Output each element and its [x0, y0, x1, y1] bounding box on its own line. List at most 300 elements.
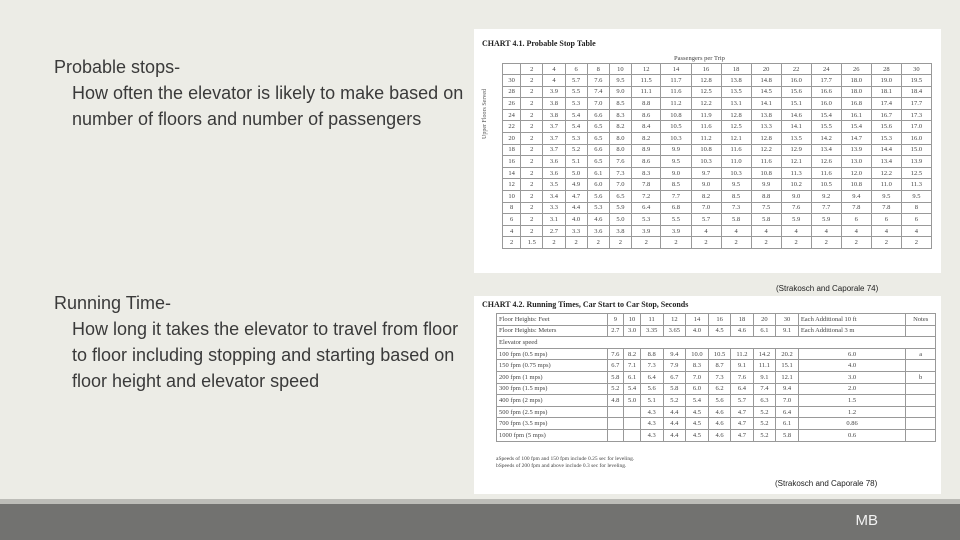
table-cell: 3.6	[543, 167, 565, 179]
table-cell: 1.2	[798, 406, 906, 418]
table-cell: 8.9	[631, 144, 660, 156]
table-cell: 10.8	[691, 144, 721, 156]
table-cell: 8.8	[751, 190, 781, 202]
table-cell: 7.5	[751, 202, 781, 214]
table-cell: 16.0	[781, 75, 811, 87]
table-cell: 12.8	[751, 132, 781, 144]
table-cell: 2	[521, 144, 543, 156]
table-cell: 3.6	[587, 225, 609, 237]
table-cell: 5.2	[607, 383, 624, 395]
table-cell: 9.5	[901, 190, 931, 202]
table-cell: 7.7	[661, 190, 691, 202]
table-cell: 16.0	[811, 98, 841, 110]
table-cell: 8.4	[631, 121, 660, 133]
table-cell: 5.8	[751, 214, 781, 226]
table-cell: 6.6	[587, 144, 609, 156]
table-cell: 3.7	[543, 144, 565, 156]
table-cell	[906, 383, 936, 395]
table-cell: 4.3	[640, 429, 663, 441]
table-cell: 3.5	[543, 179, 565, 191]
row-header: 200 fpm (1 mps)	[497, 371, 608, 383]
column-header: 20	[753, 314, 776, 326]
table-cell: 16.7	[871, 109, 901, 121]
footnote-a: aSpeeds of 100 fpm and 150 fpm include 0.25 sec for leveling.	[496, 456, 635, 462]
table-cell: 7.4	[587, 86, 609, 98]
table-cell: 11.6	[691, 121, 721, 133]
table-cell: 5.2	[753, 429, 776, 441]
table-cell: 5.0	[565, 167, 587, 179]
table-row	[497, 360, 936, 372]
table-row	[503, 167, 932, 179]
row-header: 300 fpm (1.5 mps)	[497, 383, 608, 395]
column-header: 16	[691, 64, 721, 75]
table-cell: 6.2	[708, 383, 731, 395]
table-cell: 17.0	[901, 121, 931, 133]
table-cell: 9.9	[661, 144, 691, 156]
table-cell: 16.1	[841, 109, 871, 121]
table-cell: 5.2	[565, 144, 587, 156]
table-cell: 5.2	[753, 406, 776, 418]
table-cell: 2	[521, 156, 543, 168]
table-cell: 8.2	[624, 348, 641, 360]
column-header: 2	[521, 64, 543, 75]
table-cell: 7.6	[731, 371, 753, 383]
table-row	[497, 371, 936, 383]
running-time-description: How long it takes the elevator to travel from floor to floor including stopping and starting based on floor height and elevator speed	[72, 319, 459, 391]
table-cell: 4.3	[640, 406, 663, 418]
table-row	[503, 179, 932, 191]
table-cell: 5.1	[565, 156, 587, 168]
table-cell: 11.2	[731, 348, 753, 360]
table-cell: 5.8	[776, 429, 799, 441]
table-cell: 6.3	[753, 395, 776, 407]
table-cell: 3.8	[609, 225, 631, 237]
table-cell: 8.6	[631, 109, 660, 121]
table-cell: 13.9	[901, 156, 931, 168]
column-header: 24	[811, 64, 841, 75]
table-cell: 6.0	[686, 383, 709, 395]
table-cell: 9.4	[841, 190, 871, 202]
table-cell: 6	[871, 214, 901, 226]
table-cell: 5.4	[624, 383, 641, 395]
table-cell: 6	[901, 214, 931, 226]
table-cell: 4	[543, 75, 565, 87]
table-cell: 15.4	[841, 121, 871, 133]
table-cell: 11.0	[721, 156, 751, 168]
table-cell: 4.4	[663, 406, 686, 418]
table-cell: 6.4	[731, 383, 753, 395]
table-cell: 7.0	[686, 371, 709, 383]
row-header: 700 fpm (3.5 mps)	[497, 418, 608, 430]
table-cell: 5.6	[708, 395, 731, 407]
table-cell: 5.7	[731, 395, 753, 407]
table-cell: 5.5	[661, 214, 691, 226]
table-cell: 8.0	[609, 132, 631, 144]
column-header: 30	[901, 64, 931, 75]
column-header: 6.1	[753, 325, 776, 337]
table-cell: 5.8	[721, 214, 751, 226]
column-header: 11	[640, 314, 663, 326]
table-cell: 4	[781, 225, 811, 237]
table-row	[503, 98, 932, 110]
table-cell: 6.0	[587, 179, 609, 191]
table-cell: 7.7	[811, 202, 841, 214]
table-cell: 9.4	[663, 348, 686, 360]
table-cell: 13.5	[721, 86, 751, 98]
table-row	[503, 225, 932, 237]
column-header: 20	[751, 64, 781, 75]
table-cell: 4.4	[565, 202, 587, 214]
table-cell: 12.0	[841, 167, 871, 179]
footer-label: MB	[855, 512, 878, 529]
column-header: 6	[565, 64, 587, 75]
table-cell: 9.5	[661, 156, 691, 168]
table-cell: 5.8	[607, 371, 624, 383]
row-header: 12	[503, 179, 521, 191]
table-cell: 15.4	[811, 109, 841, 121]
table-row	[497, 406, 936, 418]
table-cell: 11.6	[751, 156, 781, 168]
table-row	[497, 383, 936, 395]
table-cell: 11.3	[901, 179, 931, 191]
table-cell: 13.9	[841, 144, 871, 156]
column-header: 10	[624, 314, 641, 326]
table-cell: 4.8	[607, 395, 624, 407]
table-cell: 11.1	[631, 86, 660, 98]
row-header: 150 fpm (0.75 mps)	[497, 360, 608, 372]
table-cell: 7.3	[708, 371, 731, 383]
table-cell: 3.3	[565, 225, 587, 237]
corner-cell	[503, 64, 521, 75]
table-cell: 12.5	[901, 167, 931, 179]
table-cell: 6	[841, 214, 871, 226]
table-cell: 4.4	[663, 429, 686, 441]
table-cell: 9.1	[731, 360, 753, 372]
row-header: 400 fpm (2 mps)	[497, 395, 608, 407]
table-cell: 4	[841, 225, 871, 237]
table-cell: 12.2	[691, 98, 721, 110]
table-cell: 2	[811, 237, 841, 249]
table-cell: 2	[521, 98, 543, 110]
table-cell: 5.8	[663, 383, 686, 395]
row-header: 500 fpm (2.5 mps)	[497, 406, 608, 418]
table-cell: 11.9	[691, 109, 721, 121]
table-cell: 2	[521, 75, 543, 87]
table-cell: 10.5	[811, 179, 841, 191]
table-cell: 8.2	[691, 190, 721, 202]
running-times-table	[496, 313, 936, 442]
table-cell: 7.6	[781, 202, 811, 214]
column-header: 3.65	[663, 325, 686, 337]
table-cell: 20.2	[776, 348, 799, 360]
table-cell: 2	[521, 132, 543, 144]
table-cell: 12.5	[721, 121, 751, 133]
column-header: 16	[708, 314, 731, 326]
table-row	[503, 202, 932, 214]
table-cell: 9.9	[751, 179, 781, 191]
table-cell	[624, 429, 641, 441]
table-cell: 6.4	[631, 202, 660, 214]
table-cell: 16.8	[841, 98, 871, 110]
table-cell: 5.1	[640, 395, 663, 407]
table-cell: 14.4	[871, 144, 901, 156]
table-cell: 2	[901, 237, 931, 249]
table-cell: 8.2	[609, 121, 631, 133]
chart1-citation: (Strakosch and Caporale 74)	[776, 284, 879, 293]
table-cell: 6.6	[587, 109, 609, 121]
chart2-citation: (Strakosch and Caporale 78)	[775, 479, 878, 488]
table-row	[503, 190, 932, 202]
row-header: 6	[503, 214, 521, 226]
table-cell: 9.1	[753, 371, 776, 383]
table-header-row	[503, 64, 932, 75]
table-cell: 7.8	[871, 202, 901, 214]
row-header: 100 fpm (0.5 mps)	[497, 348, 608, 360]
table-cell: 10.8	[751, 167, 781, 179]
table-cell: 2	[521, 225, 543, 237]
column-header: 4	[543, 64, 565, 75]
table-row	[503, 75, 932, 87]
table-cell: 4	[751, 225, 781, 237]
table-cell: 11.3	[781, 167, 811, 179]
column-header: 2.7	[607, 325, 624, 337]
table-cell: 16.6	[811, 86, 841, 98]
table-cell: 6.7	[607, 360, 624, 372]
table-cell: 7.0	[587, 98, 609, 110]
table-cell: 12.6	[811, 156, 841, 168]
table-cell: 2	[841, 237, 871, 249]
table-cell	[906, 406, 936, 418]
row-header: 24	[503, 109, 521, 121]
table-cell: 4.0	[565, 214, 587, 226]
table-cell: 8.6	[631, 156, 660, 168]
table-row	[497, 429, 936, 441]
table-cell: 11.5	[631, 75, 660, 87]
probable-stops-description: How often the elevator is likely to make based on number of floors and number of passengers	[72, 83, 464, 129]
table-cell: 8.3	[686, 360, 709, 372]
column-header	[906, 325, 936, 337]
column-header: 14	[661, 64, 691, 75]
table-cell: 11.1	[753, 360, 776, 372]
column-header: Each Additional 10 ft	[798, 314, 906, 326]
table-cell: 3.7	[543, 121, 565, 133]
column-header: 12	[631, 64, 660, 75]
table-cell: 11.6	[811, 167, 841, 179]
row-header: 2	[503, 237, 521, 249]
table-cell: 12.2	[871, 167, 901, 179]
chart1-row-axis-label: Upper Floors Served	[482, 89, 488, 139]
table-cell: 10.2	[781, 179, 811, 191]
table-cell: 8.3	[631, 167, 660, 179]
row-header: 18	[503, 144, 521, 156]
table-cell: 12.1	[721, 132, 751, 144]
chart2-title: CHART 4.2. Running Times, Car Start to Car Stop, Seconds	[482, 300, 689, 309]
table-cell: 4.6	[708, 406, 731, 418]
table-cell: 13.8	[751, 109, 781, 121]
column-header: 26	[841, 64, 871, 75]
table-cell: 4.7	[731, 418, 753, 430]
table-cell: 10.3	[721, 167, 751, 179]
table-cell: 8.2	[631, 132, 660, 144]
table-cell: 19.0	[871, 75, 901, 87]
table-cell: 1.5	[798, 395, 906, 407]
row-header: 8	[503, 202, 521, 214]
table-cell	[624, 406, 641, 418]
table-header-row	[497, 314, 936, 326]
table-row	[503, 237, 932, 249]
table-cell: 6.0	[798, 348, 906, 360]
table-cell: 5.9	[609, 202, 631, 214]
running-time-text	[54, 290, 464, 394]
table-cell: 6.8	[661, 202, 691, 214]
table-cell: 0.86	[798, 418, 906, 430]
table-cell: 8.8	[640, 348, 663, 360]
table-cell: 14.7	[841, 132, 871, 144]
row-header: 10	[503, 190, 521, 202]
table-cell: 13.1	[721, 98, 751, 110]
column-header: Floor Heights: Feet	[497, 314, 608, 326]
table-cell: 17.4	[871, 98, 901, 110]
table-cell: 2	[521, 86, 543, 98]
table-cell: 1.5	[521, 237, 543, 249]
table-cell	[906, 360, 936, 372]
table-cell: 2	[521, 109, 543, 121]
row-header: 26	[503, 98, 521, 110]
table-cell: 6.5	[609, 190, 631, 202]
table-cell: 4.7	[731, 429, 753, 441]
table-cell: 5.0	[609, 214, 631, 226]
column-header: 9	[607, 314, 624, 326]
table-cell: 7.6	[609, 156, 631, 168]
column-header: 18	[721, 64, 751, 75]
table-cell: 9.0	[609, 86, 631, 98]
table-cell: 7.0	[609, 179, 631, 191]
table-row	[503, 132, 932, 144]
table-cell: 6.7	[663, 371, 686, 383]
table-cell: 6.1	[776, 418, 799, 430]
table-cell: 14.6	[781, 109, 811, 121]
table-cell: 2	[631, 237, 660, 249]
table-cell: 11.6	[661, 86, 691, 98]
table-cell: 13.3	[751, 121, 781, 133]
column-header: 3.0	[624, 325, 641, 337]
table-cell: 12.8	[721, 109, 751, 121]
table-cell: 13.4	[871, 156, 901, 168]
table-cell: 7.0	[776, 395, 799, 407]
column-header: 14	[686, 314, 709, 326]
table-cell: 7.9	[663, 360, 686, 372]
table-cell: 17.3	[901, 109, 931, 121]
table-cell: 10.5	[661, 121, 691, 133]
chart2-footnotes	[496, 456, 634, 470]
row-header: 28	[503, 86, 521, 98]
table-cell: 12.1	[781, 156, 811, 168]
table-cell: 5.4	[565, 121, 587, 133]
table-cell: 12.9	[781, 144, 811, 156]
table-cell: 3.9	[631, 225, 660, 237]
table-cell: 18.0	[841, 75, 871, 87]
table-cell: 9.5	[721, 179, 751, 191]
table-cell: 4	[691, 225, 721, 237]
table-cell: 5.3	[631, 214, 660, 226]
table-cell: 12.5	[691, 86, 721, 98]
table-cell: 4	[901, 225, 931, 237]
footnote-b: bSpeeds of 200 fpm and above include 0.3 sec for leveling.	[496, 463, 627, 469]
table-cell: 9.2	[811, 190, 841, 202]
table-row	[497, 337, 936, 349]
probable-stop-table-image	[474, 29, 941, 273]
table-cell: 5.0	[624, 395, 641, 407]
table-cell: 14.2	[811, 132, 841, 144]
table-cell: 5.6	[640, 383, 663, 395]
table-cell: 8.0	[609, 144, 631, 156]
table-cell: 3.0	[798, 371, 906, 383]
table-cell: 7.8	[841, 202, 871, 214]
table-cell: 17.7	[811, 75, 841, 87]
table-cell: 13.8	[721, 75, 751, 87]
column-header: 3.35	[640, 325, 663, 337]
row-header: 30	[503, 75, 521, 87]
table-cell: 18.1	[871, 86, 901, 98]
column-header: 12	[663, 314, 686, 326]
table-cell: 15.6	[781, 86, 811, 98]
table-cell: 3.4	[543, 190, 565, 202]
table-cell: 14.1	[781, 121, 811, 133]
table-cell: 7.1	[624, 360, 641, 372]
table-cell: 9.0	[781, 190, 811, 202]
table-header-row	[497, 325, 936, 337]
table-cell: 9.0	[661, 167, 691, 179]
table-cell	[906, 418, 936, 430]
column-header: 4.6	[731, 325, 753, 337]
table-cell: 6.5	[587, 132, 609, 144]
table-cell: 6.1	[624, 371, 641, 383]
probable-stops-heading: Probable stops-	[54, 57, 181, 77]
table-cell: 3.7	[543, 132, 565, 144]
table-cell: 6.4	[640, 371, 663, 383]
table-cell	[607, 406, 624, 418]
table-cell: 7.6	[587, 75, 609, 87]
table-cell: 12.8	[691, 75, 721, 87]
table-cell: 11.2	[691, 132, 721, 144]
table-cell: 4	[721, 225, 751, 237]
row-header: 1000 fpm (5 mps)	[497, 429, 608, 441]
table-cell: 16.0	[901, 132, 931, 144]
table-cell: 10.8	[841, 179, 871, 191]
table-cell	[906, 395, 936, 407]
table-cell: 4.6	[708, 418, 731, 430]
table-cell: 5.9	[781, 214, 811, 226]
table-cell: 2	[521, 190, 543, 202]
footer	[0, 504, 960, 540]
table-cell: 2	[521, 121, 543, 133]
table-cell: 2	[661, 237, 691, 249]
table-cell: 13.5	[781, 132, 811, 144]
column-header: 8	[587, 64, 609, 75]
table-cell: 5.5	[565, 86, 587, 98]
row-header: 16	[503, 156, 521, 168]
table-cell: 5.3	[587, 202, 609, 214]
table-cell: 15.3	[871, 132, 901, 144]
table-cell: 7.3	[721, 202, 751, 214]
table-cell: 2.7	[543, 225, 565, 237]
table-cell: 6.1	[587, 167, 609, 179]
table-cell: 3.6	[543, 156, 565, 168]
table-cell: 6.5	[587, 121, 609, 133]
table-cell: 11.0	[871, 179, 901, 191]
table-cell	[607, 429, 624, 441]
table-row	[503, 121, 932, 133]
